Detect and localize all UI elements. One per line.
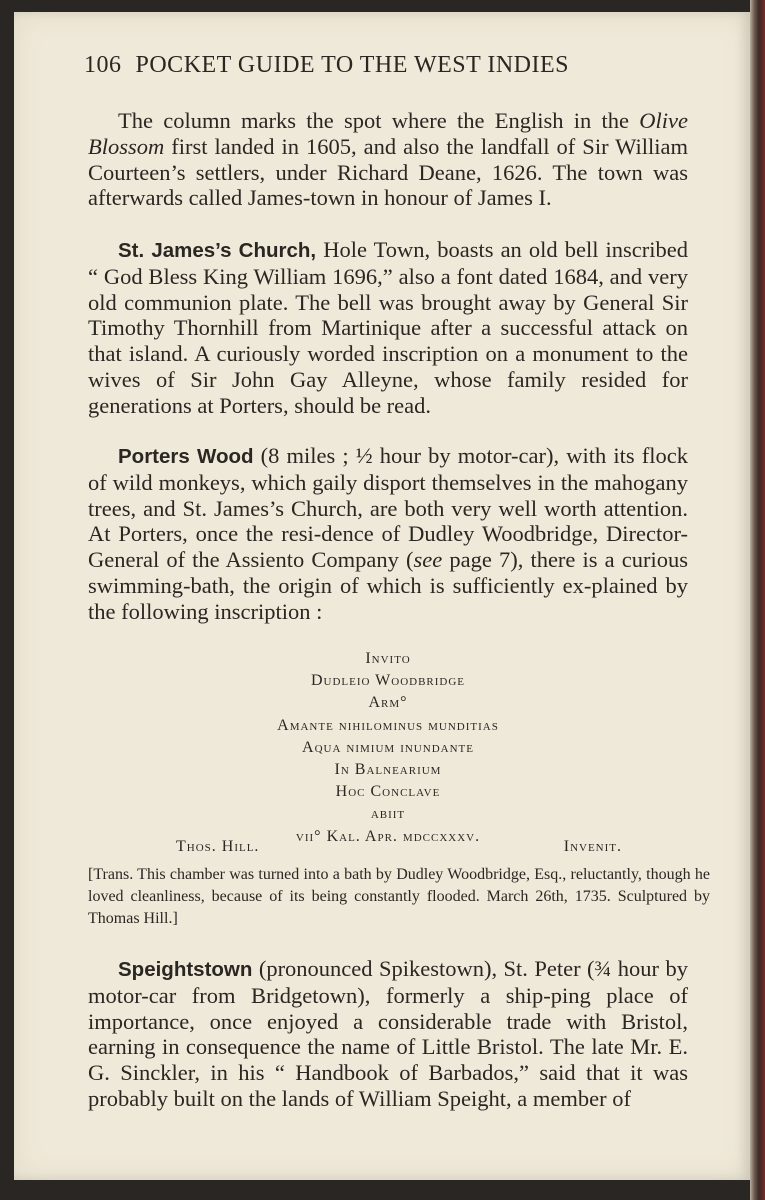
inscription-line: Hoc Conclave (335, 783, 441, 801)
paragraph-st-james-church (88, 237, 688, 419)
section-heading: St. James’s Church, (118, 239, 317, 262)
latin-inscription (88, 648, 688, 848)
paragraph-text: first landed in 1605, and also the landfall of Sir William Courteen’s settlers, under Richard Deane, 1626. The town was afterwards called James-town in honour of James I. (88, 133, 688, 211)
running-title: POCKET GUIDE TO THE WEST INDIES (135, 52, 570, 78)
section-heading: Speightstown (118, 958, 253, 981)
paragraph-porters-wood (88, 443, 688, 625)
translation-note: [Trans. This chamber was turned into a bath by Dudley Woodbridge, Esq., reluctantly, though he loved cleanliness, because of its being constantly flooded. March 26th, 1735. Sculptured by Thomas Hill.] (88, 866, 710, 927)
section-heading: Porters Wood (118, 445, 254, 468)
paragraph-speightstown (88, 956, 688, 1112)
paragraph-text: The column marks the spot where the English in the (118, 108, 640, 133)
paragraph-text: (pronounced Spikestown), St. Peter (¾ hour by motor-car from Bridgetown), formerly a ship-ping place of importance, once enjoyed a considerable trade with Bristol, earning in consequence the name of Little Bristol. The late Mr. E. G. Sinckler, in his “ Handbook of Barbados,” said that it was probably built on the lands of William Speight, a member of (88, 956, 688, 1111)
signature-right: Invenit. (563, 838, 622, 855)
page-number: 106 (84, 52, 122, 78)
inscription-line: vii° Kal. Apr. mdccxxxv. (295, 827, 481, 845)
book-page-edge (750, 0, 765, 1200)
paragraph-column-landing (88, 108, 688, 211)
paragraph-text: page 7), there is a curious swimming-bath, the origin of which is sufficiently ex-plained by the following inscription : (88, 547, 688, 624)
running-header (84, 52, 684, 79)
paragraph-text: Hole Town, boasts an old bell inscribed “ God Bless King William 1696,” also a font dated 1684, and very old communion plate. The bell was brought away by General Sir Timothy Thornhill from Martinique after a successful attack on that island. A curiously worded inscription on a monument to the wives of Sir John Gay Alleyne, whose family resided for generations at Porters, should be read. (88, 237, 689, 418)
ship-name-italic: Olive Blossom (88, 108, 688, 159)
paragraph-text: (8 miles ; ½ hour by motor-car), with its flock of wild monkeys, which gaily disport themselves in the mahogany trees, and St. James’s Church, are both very well worth attention. At Porters, once the resi-dence of Dudley Woodbridge, Director-General of the Assiento Company ( (88, 443, 688, 573)
see-italic: see (413, 547, 443, 573)
inscription-line: abiit (370, 805, 406, 823)
signature-left: Thos. Hill. (176, 838, 260, 855)
inscription-line: Dudleio Woodbridge (310, 672, 466, 690)
inscription-line: In Balnearium (334, 761, 442, 779)
inscription-signatures (88, 838, 688, 856)
inscription-line: Amante nihilominus munditias (277, 716, 499, 734)
inscription-line: Arm° (368, 694, 408, 712)
inscription-line: Invito (365, 650, 411, 667)
inscription-line: Aqua nimium inundante (302, 738, 474, 756)
